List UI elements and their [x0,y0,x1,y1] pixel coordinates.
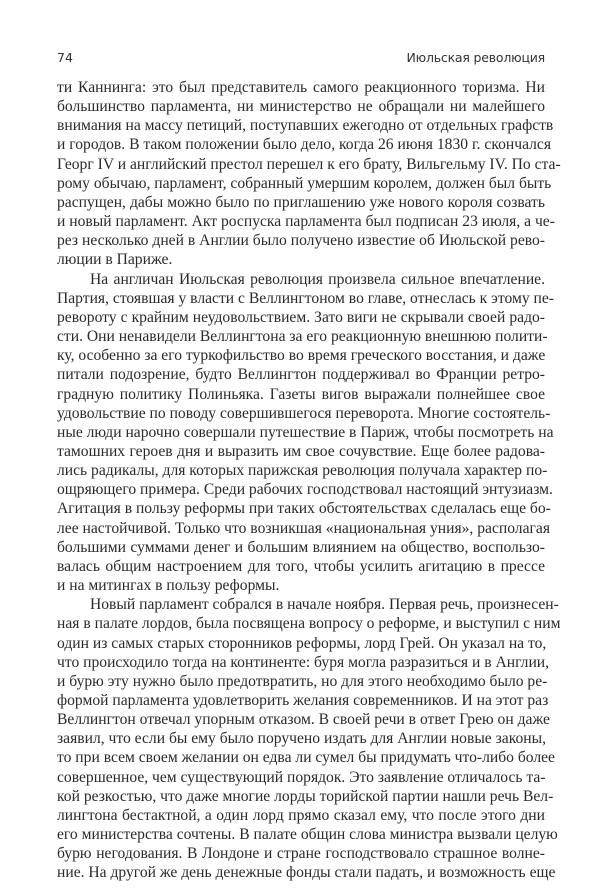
text-line: что происходило тогда на континенте: буря могла разразиться и в Англии, [57,653,550,671]
text-line: внимания на массу петиций, поступавших ежегодно от отдельных графств [57,117,554,135]
text-line: Веллингтон отвечал упорным отказом. В своей речи в ответ Грею он даже [57,711,550,729]
page-number: 74 [57,50,73,65]
text-line: большинство парламента, ни министерство не обращали ни малейшего [57,98,545,116]
paragraph [57,78,561,270]
text-line: рез несколько дней в Англии было получено известие об Июльской рево- [57,232,545,250]
text-line: тамошних героев дня и выразить им свое сочувствие. Еще более радова- [57,442,545,460]
text-line: формой парламента удовлетворить желания современников. И на этот раз [57,692,549,709]
text-line: лись радикалы, для которых парижская революция получала характер по- [57,462,548,480]
text-line: люции в Париже. [57,251,173,269]
text-line: рому обычаю, парламент, собранный умершим королем, должен был быть [57,174,552,192]
text-line: то при всем своем желании он едва ли сумел бы придумать что-либо более [57,749,555,767]
text-line: питали подозрение, будто Веллингтон поддерживал во Франции ретро- [57,366,545,384]
text-line: Агитация в пользу реформы при таких обстоятельствах сделалась еще бо- [57,500,551,518]
text-line: ти Каннинга: это был представитель самого реакционного торизма. Ни [57,79,545,96]
text-line: и на митингах в пользу реформы. [57,577,280,595]
text-line: удовольствие по поводу совершившегося переворота. Многие состоятель- [57,404,551,422]
text-line: валась общим настроением для того, чтобы усилить агитацию в прессе [57,557,545,575]
text-line: ная в палате лордов, была посвящена вопросу о реформе, и выступил с ним [57,615,561,633]
text-line: Партия, стоявшая у власти с Веллингтоном во главе, отнеслась к этому пе- [57,289,554,307]
text-line: и городов. В таком положении было дело, когда 26 июня 1830 г. скончался [57,136,552,154]
text-line: ощряющего примера. Среди рабочих господствовал настоящий энтузиазм. [57,481,553,499]
text-line: лингтона бестактной, а один лорд прямо сказал ему, что после этого дни [57,806,545,824]
text-line: На англичан Июльская революция произвела сильное впечатление. [90,270,545,288]
text-line: кой резкостью, что даже многие лорды торийской партии нашли речь Вел- [57,787,554,805]
text-line: бурю негодования. В Лондоне и стране господствовало страшное волне- [57,845,545,863]
body-text [57,78,561,883]
text-line: сти. Они ненавидели Веллингтона за его реакционную внешнюю полити- [57,328,548,346]
text-line: совершенное, чем существующий порядок. Это заявление отличалось та- [57,768,546,786]
paragraph [57,270,554,596]
text-line: Новый парламент собрался в начале ноября. Первая речь, произнесен- [90,596,559,614]
text-line: его министерства сочтены. В палате общин слова министра вызвали целую [57,826,558,844]
text-line: ревороту с крайним неудовольствием. Зато виги не скрывали своей радо- [57,308,545,326]
paragraph [57,595,561,882]
text-line: распущен, дабы можно было по приглашению уже нового короля созвать [57,193,545,211]
text-line: ку, особенно за его туркофильство во время греческого восстания, и даже [57,347,546,365]
text-line: большими суммами денег и большим влиянием на общество, воспользо- [57,538,545,556]
text-line: и новый парламент. Акт роспуска парламента был подписан 23 июля, а че- [57,213,555,231]
text-line: и бурю эту нужно было предотвратить, но для этого необходимо было ре- [57,672,548,690]
text-line: ные люди нарочно совершали путешествие в Париж, чтобы посмотреть на [57,423,554,441]
text-line: Георг IV и английский престол перешел к его брату, Вильгельму IV. По ста- [57,155,561,173]
text-line: заявил, что если бы ему было поручено издать для Англии новые законы, [57,730,547,748]
page-header [57,50,545,70]
text-line: лее настойчивой. Только что возникшая «национальная уния», располагая [57,519,550,537]
text-line: ние. На другой же день денежные фонды стали падать, и возможность еще [57,864,556,882]
text-line: градную политику Полиньяка. Газеты вигов выражали полнейшее свое [57,385,545,403]
running-title: Июльская революция [406,50,545,65]
text-line: один из самых старых сторонников реформы, лорд Грей. Он указал на то, [57,634,547,652]
